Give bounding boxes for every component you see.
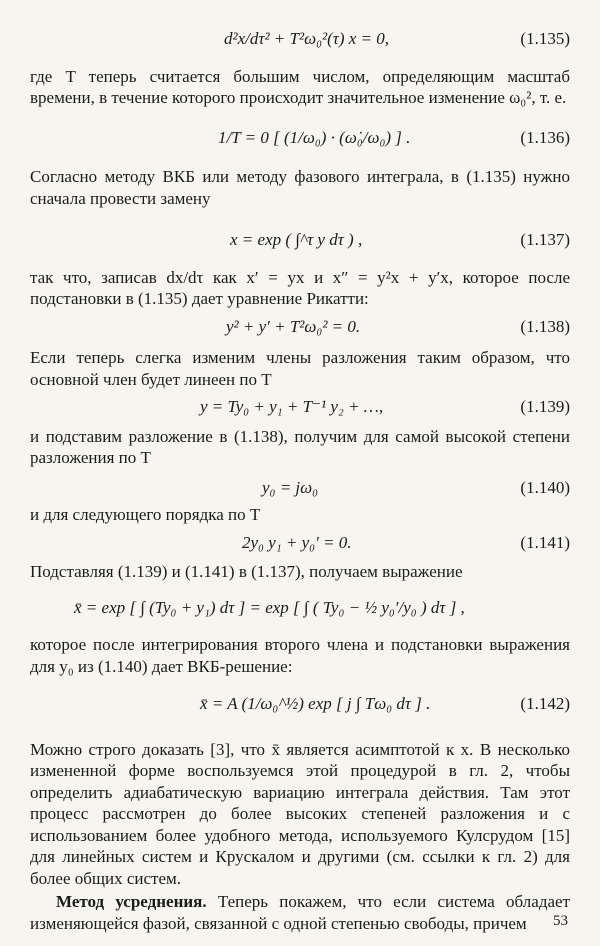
equation-substitution [30,595,570,621]
equation-1-137 [30,227,570,253]
equation-number: (1.139) [520,397,570,416]
equation-formula: x = exp ( ∫^τ y dτ ) , [230,230,363,249]
paragraph: которое после интегрирования второго члена и подстановки выражения для y₀ из (1.140) дает ВКБ-решение: [30,635,570,676]
paragraph [30,891,570,934]
paragraph: и для следующего порядка по T [30,505,261,524]
equation-formula: y² + y′ + T²ω₀² = 0. [226,316,361,336]
equation-1-142 [30,691,570,717]
page-number: 53 [553,913,568,929]
paragraph: Если теперь слегка изменим члены разложения таким образом, что основной член будет линеен по T [30,348,570,389]
equation-number: (1.140) [520,477,570,497]
equation-formula: 1/T = 0 [ (1/ω₀) · (ω̇₀/ω₀) ] . [218,127,411,147]
paragraph: и подставим разложение в (1.138), получим для самой высокой степени разложения по T [30,426,570,467]
equation-number: (1.137) [520,230,570,249]
equation-number: (1.142) [520,694,570,713]
equation-formula: d²x/dτ² + T²ω₀²(τ) x = 0, [224,29,390,48]
equation-1-135 [30,26,570,52]
paragraph-text: Теперь покажем, что если система обладает изменяющейся фазой, связанной с одной степенью свободы, причем [30,892,570,933]
equation-formula: y₀ = jω₀ [262,477,319,497]
paragraph: где T теперь считается большим числом, определяющим масштаб времени, в течение которого происходит значительное изменение ω₀², т. е. [30,66,570,107]
equation-formula: 2y₀ y₁ + y₀′ = 0. [242,532,352,552]
equation-formula: x̄ = exp [ ∫ (Ty₀ + y₁) dτ ] = exp [ ∫ ( Ty₀ − ½ y₀′/y₀ ) dτ ] , [74,597,465,617]
paragraph: так что, записав dx/dτ как x′ = yx и x″ = y²x + y′x, которое после подстановки в (1.135) дает уравнение Рикатти: [30,267,570,308]
equation-number: (1.135) [520,29,570,48]
equation-1-140 [30,475,570,501]
equation-1-138 [30,314,570,340]
equation-formula: x̄ = A (1/ω₀^½) exp [ j ∫ Tω₀ dτ ] . [200,694,431,713]
paragraph: Подставляя (1.139) и (1.141) в (1.137), получаем выражение [30,562,463,581]
equation-number: (1.138) [520,316,570,336]
equation-1-136 [30,125,570,151]
equation-formula: y = Ty₀ + y₁ + T⁻¹ y₂ + …, [200,397,384,416]
equation-1-141 [30,530,570,556]
equation-1-139 [30,394,570,420]
section-heading: Метод усреднения. [56,892,207,911]
paragraph: Согласно методу ВКБ или методу фазового интеграла, в (1.135) нужно сначала провести замену [30,167,570,208]
equation-number: (1.141) [520,532,570,552]
equation-number: (1.136) [520,127,570,147]
paragraph: Можно строго доказать [3], что x̄ является асимптотой к x. В несколько измененной форме воспользуемся этой процедурой в гл. 2, чтобы определить адиабатическую вариацию интеграла действия. Там этот процесс рассмотрен до более высоких степеней разложения и с использованием более удобного метода, используемого Кулсрудом [15] для линейных систем и Крускалом и другими (см. ссылки к гл. 2) для более общих систем. [30,739,570,888]
